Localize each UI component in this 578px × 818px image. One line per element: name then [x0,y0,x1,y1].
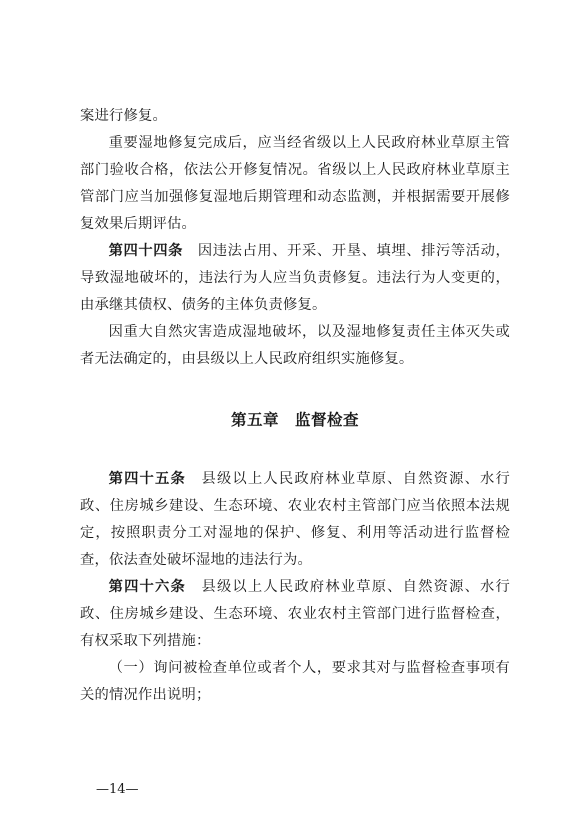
paragraph-article-46 [80,574,510,655]
article-text: 县级以上人民政府林业草原、自然资源、水行政、住房城乡建设、生态环境、农业农村主管部门应当依照本法规定，按照职责分工对湿地的保护、修复、利用等活动进行监督检查，依法查处破坏湿地的违法行为。 [80,471,511,568]
article-text: 县级以上人民政府林业草原、自然资源、水行政、住房城乡建设、生态环境、农业农村主管部门进行监督检查，有权采取下列措施： [80,579,511,649]
paragraph-repair-acceptance: 重要湿地修复完成后，应当经省级以上人民政府林业草原主管部门验收合格，依法公开修复情况。省级以上人民政府林业草原主管部门应当加强修复湿地后期管理和动态监测，并根据需要开展修复效果后期评估。 [80,135,510,232]
article-number: 第四十六条 [108,579,186,595]
paragraph-article-44 [80,238,510,319]
paragraph-article-45 [80,466,510,574]
article-number: 第四十四条 [108,243,183,259]
paragraph-continuation: 案进行修复。 [80,108,167,124]
chapter-heading: 第五章 监督检查 [230,410,359,429]
text-block-bottom [80,466,510,709]
paragraph-natural-disaster: 因重大自然灾害造成湿地破坏，以及湿地修复责任主体灭失或者无法确定的，由县级以上人民政府组织实施修复。 [80,324,510,367]
article-text: 因违法占用、开采、开垦、填埋、排污等活动，导致湿地破坏的，违法行为人应当负责修复。违法行为人变更的，由承继其债权、债务的主体负责修复。 [80,243,511,313]
page-number: —14— [96,782,139,797]
text-block-top [80,103,510,373]
paragraph-measure-1: （一）询问被检查单位或者个人，要求其对与监督检查事项有关的情况作出说明； [80,660,510,703]
article-number: 第四十五条 [108,471,186,487]
